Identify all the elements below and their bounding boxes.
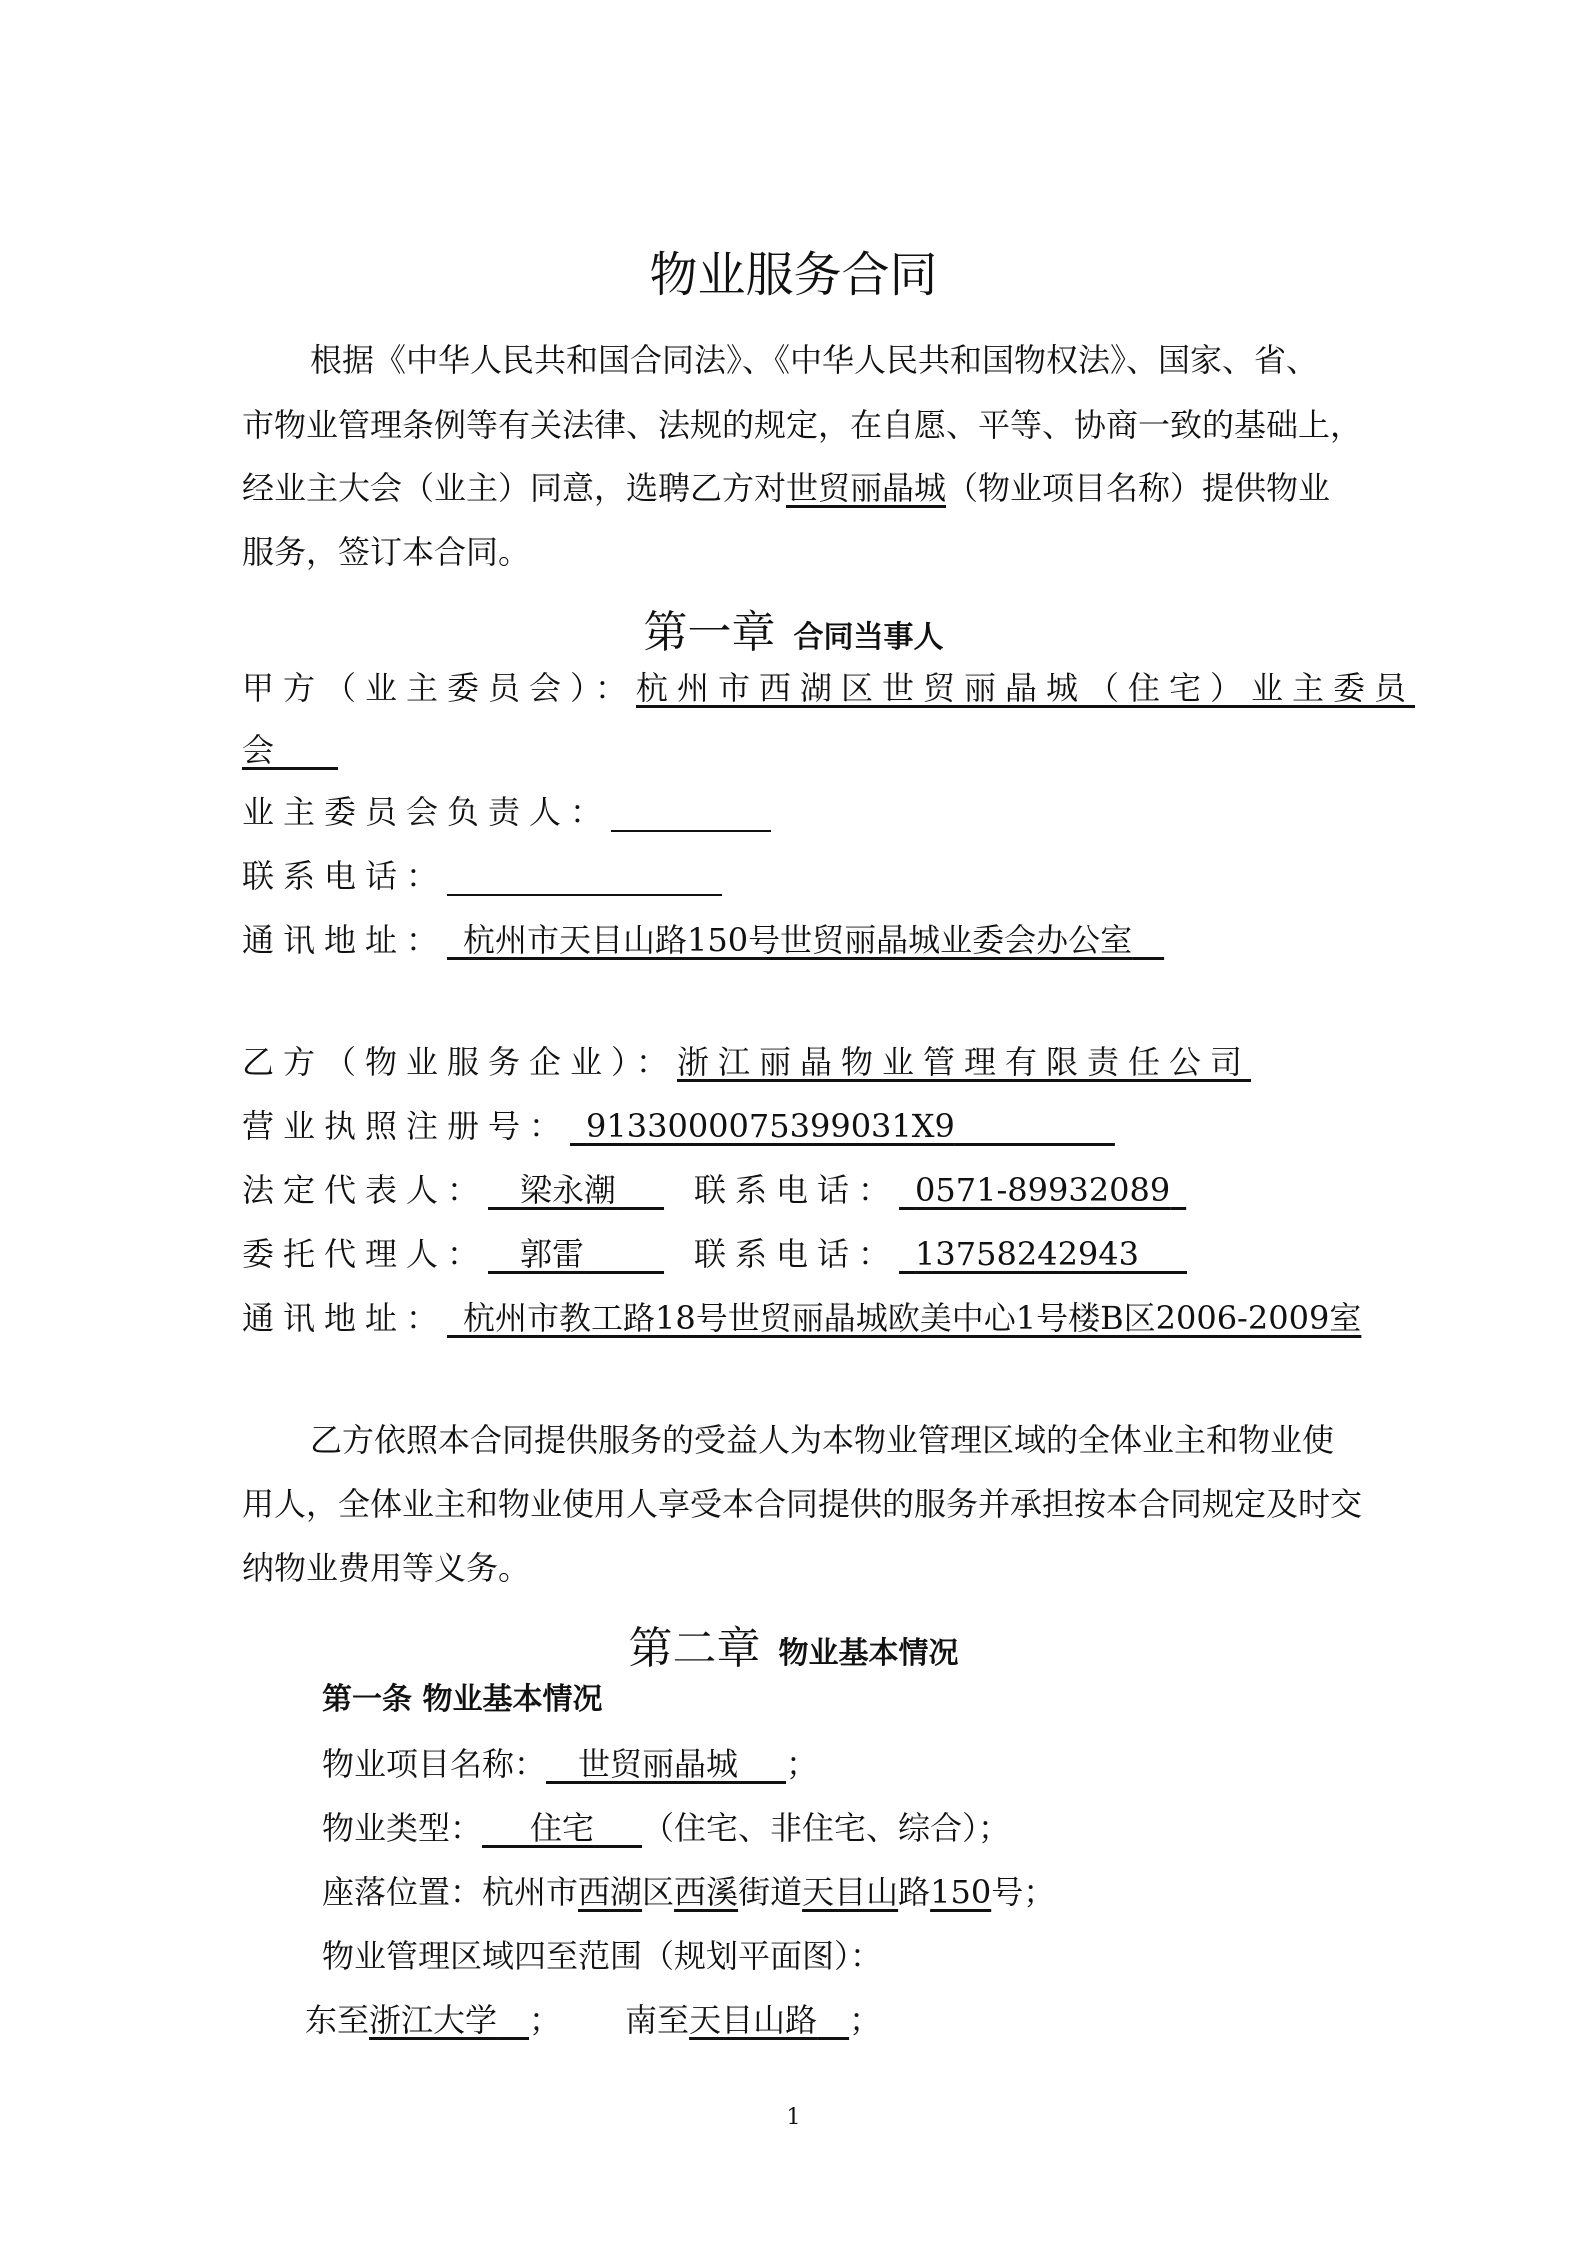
phone-blank-field [447, 864, 722, 896]
party-b-address-row [242, 1298, 1361, 1338]
boundary-row: 东至浙江大学 ； 南至天目山路 ； [305, 2001, 882, 2039]
legal-rep-label: 法定代表人： [242, 1171, 489, 1209]
document-title: 物业服务合同 [649, 247, 938, 303]
party-a-label: 甲方（业主委员会）： [242, 669, 637, 707]
agent-field: 郭雷 [520, 1235, 585, 1273]
south-field: 天目山路 [689, 2001, 818, 2039]
preamble-text: 经业主大会（业主）同意，选聘乙方对 [242, 469, 787, 507]
party-b-address-field: 杭州市教工路18号世贸丽晶城欧美中心1号楼B区2006-2009室 [463, 1299, 1362, 1337]
address-label: 通讯地址： [242, 921, 448, 959]
party-a-head-row [242, 792, 771, 832]
agent-label: 委托代理人： [242, 1235, 489, 1273]
address-label: 通讯地址： [242, 1299, 448, 1337]
beneficiary-line-2: 用人，全体业主和物业使用人享受本合同提供的服务并承担按本合同规定及时交 [242, 1485, 1363, 1523]
agent-row [242, 1234, 1187, 1274]
number-field: 150 [930, 1873, 992, 1911]
party-a-name-field: 杭州市西湖区世贸丽晶城（住宅）业主委员 [636, 669, 1416, 707]
preamble-line-1: 根据《中华人民共和国合同法》、《中华人民共和国物权法》、国家、省、 [310, 341, 1319, 379]
project-label: 物业项目名称： [322, 1745, 547, 1783]
chapter-1-heading [0, 596, 1587, 660]
preamble-line-2: 市物业管理条例等有关法律、法规的规定，在自愿、平等、协商一致的基础上， [242, 406, 1363, 444]
party-b-name-field: 浙江丽晶物业管理有限责任公司 [677, 1043, 1252, 1081]
party-a-address-row [242, 920, 1164, 960]
phone2-field: 13758242943 [915, 1235, 1139, 1273]
phone1-field: 0571-89932089 [915, 1171, 1171, 1209]
license-label: 营业执照注册号： [242, 1107, 571, 1145]
page-number: 1 [786, 2105, 801, 2130]
east-field: 浙江大学 [369, 2001, 498, 2039]
south-label: 南至 [625, 2001, 690, 2039]
scope-row: 物业管理区域四至范围（规划平面图）： [322, 1937, 883, 1975]
location-row: 座落位置：杭州市西湖区西溪街道天目山路150号； [322, 1873, 1056, 1911]
party-a-address-field: 杭州市天目山路150号世贸丽晶城业委会办公室 [463, 921, 1133, 959]
license-field: 9133000075399031X9 [586, 1107, 955, 1145]
head-label: 业主委员会负责人： [242, 793, 612, 831]
chapter-number: 第二章 [628, 1623, 761, 1674]
chapter-name: 物业基本情况 [778, 1636, 959, 1671]
semicolon: ； [786, 1745, 819, 1783]
project-name-field: 世贸丽晶城 [786, 469, 947, 507]
type-field: 住宅 [530, 1809, 595, 1847]
road-field: 天目山 [802, 1873, 899, 1911]
phone2-label: 联系电话： [694, 1235, 900, 1273]
beneficiary-line-3: 纳物业费用等义务。 [242, 1549, 531, 1587]
article-1-heading: 第一条 物业基本情况 [322, 1682, 603, 1717]
preamble-line-3 [242, 468, 1330, 508]
phone1-label: 联系电话： [694, 1171, 900, 1209]
party-a-phone-row [242, 856, 722, 896]
party-a-name-field-cont: 会 [242, 731, 275, 769]
legal-rep-row [242, 1170, 1186, 1210]
phone-label: 联系电话： [242, 857, 448, 895]
east-label: 东至 [305, 2001, 370, 2039]
street-field: 西溪 [674, 1873, 739, 1911]
party-a-row [242, 668, 1415, 708]
party-a-row-cont [242, 730, 338, 770]
legal-rep-field: 梁永潮 [520, 1171, 617, 1209]
chapter-name: 合同当事人 [793, 620, 944, 655]
license-row [242, 1106, 1115, 1146]
preamble-text: （物业项目名称）提供物业 [946, 469, 1331, 507]
chapter-2-heading [0, 1612, 1587, 1676]
project-field: 世贸丽晶城 [578, 1745, 739, 1783]
preamble-line-4: 服务，签订本合同。 [242, 533, 531, 571]
type-label: 物业类型： [322, 1809, 483, 1847]
party-b-label: 乙方（物业服务企业）： [242, 1043, 678, 1081]
beneficiary-line-1: 乙方依照本合同提供服务的受益人为本物业管理区域的全体业主和物业使 [310, 1421, 1335, 1459]
project-name-row [322, 1744, 818, 1784]
district-field: 西湖 [578, 1873, 643, 1911]
party-b-row [242, 1042, 1251, 1082]
type-options: （住宅、非住宅、综合）； [642, 1809, 1011, 1847]
type-row [322, 1808, 1010, 1848]
chapter-number: 第一章 [643, 607, 776, 658]
head-blank-field [611, 800, 771, 832]
